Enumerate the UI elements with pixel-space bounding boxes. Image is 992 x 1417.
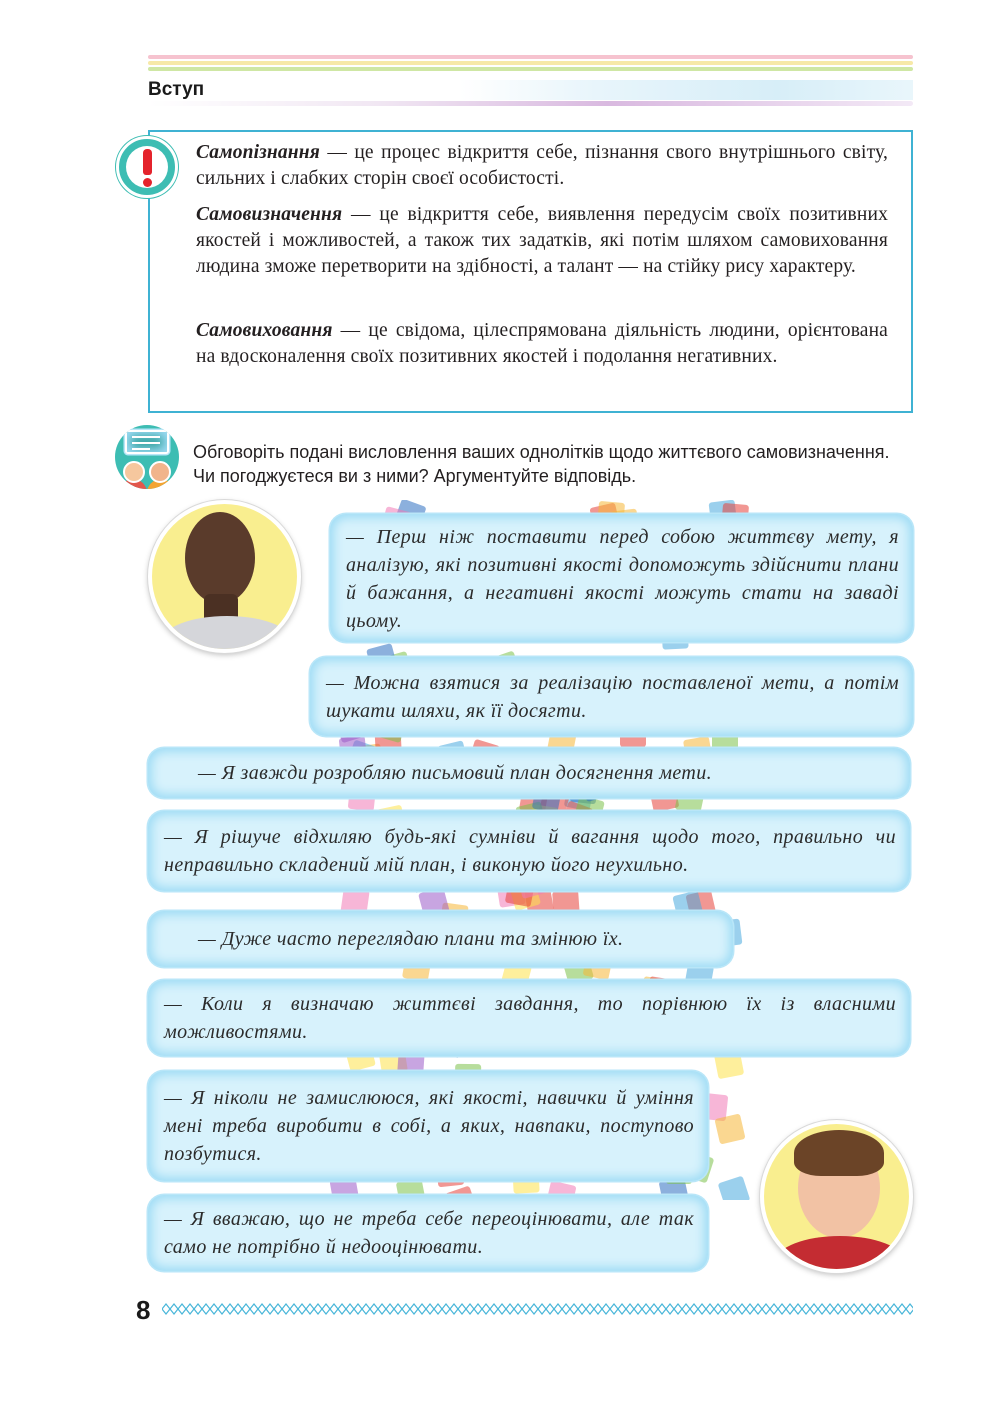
- mosaic-tile: [718, 1176, 750, 1200]
- statement-bubble: [330, 514, 913, 642]
- header-band: [460, 80, 913, 100]
- statement-text: — Перш ніж поставити перед собою життєву мету, я аналізую, які позитивні якості допоможуть здійснити плани й бажання, а негативні якості можуть стати на заваді цьому.: [346, 526, 899, 632]
- task-text: Обговоріть подані висловлення ваших однолітків щодо життєвого самовизначення. Чи погоджуєтеся ви з ними? Аргументуйте відповідь.: [193, 442, 890, 486]
- statement-text: — Я ніколи не замислююся, які якості, навички й уміння мені треба виробити в собі, а яких, навпаки, поступово позбутися.: [164, 1087, 694, 1165]
- header-stripes: [148, 55, 913, 77]
- definition-self-knowledge: [196, 140, 888, 192]
- definition-body: — це процес відкриття себе, пізнання свого внутрішнього світу, сильних і слабких сторін своєї особистості.: [196, 142, 888, 189]
- definition-term: Самовизначення: [196, 204, 343, 225]
- mosaic-tile: [714, 1113, 745, 1144]
- section-title: Вступ: [148, 79, 205, 100]
- definition-term: Самопізнання: [196, 142, 320, 163]
- statement-text: — Я вважаю, що не треба себе переоцінювати, але так само не потрібно й недооцінювати.: [164, 1208, 694, 1258]
- statement-text: — Можна взятися за реалізацію поставленої мети, а потім шукати шляхи, як її досягти.: [326, 672, 899, 722]
- discussion-icon: [115, 425, 179, 489]
- definition-term: Самовиховання: [196, 320, 333, 341]
- exclamation-icon: [116, 136, 178, 198]
- definition-body: — це свідома, цілеспрямована діяльність людини, орієнтована на вдосконалення своїх позитивних якостей і подолання негативних.: [196, 320, 888, 367]
- footer-zigzag: [162, 1302, 913, 1316]
- statement-text: — Я завжди розробляю письмовий план досягнення мети.: [198, 762, 713, 784]
- statement-text: — Я рішуче відхиляю будь-які сумніви й вагання щодо того, правильно чи неправильно складений мій план, і виконую його неухильно.: [164, 826, 896, 876]
- definition-self-education: [196, 318, 888, 370]
- definition-self-determination: [196, 202, 888, 280]
- statement-bubble: [148, 1071, 708, 1181]
- statement-bubble: [148, 911, 733, 967]
- girl-photo: [148, 500, 301, 653]
- statement-bubble: [148, 980, 910, 1056]
- statement-text: — Дуже часто переглядаю плани та змінюю їх.: [198, 928, 624, 950]
- statement-bubble: [148, 748, 910, 798]
- statement-bubble: [148, 811, 910, 891]
- definition-body: — це відкриття себе, виявлення передусім своїх позитивних якостей і можливостей, а також тих задатків, які потім шляхом самовиховання людина зможе перетворити на здібності, а талант — на стійку рису характеру.: [196, 204, 888, 277]
- header-underline: [148, 101, 913, 106]
- statement-bubble: [310, 657, 913, 736]
- page-number: 8: [136, 1295, 151, 1325]
- boy-photo: [760, 1120, 913, 1273]
- statement-bubble: [148, 1195, 708, 1271]
- statement-text: — Коли я визначаю життєві завдання, то порівнюю їх із власними можливостями.: [164, 993, 896, 1043]
